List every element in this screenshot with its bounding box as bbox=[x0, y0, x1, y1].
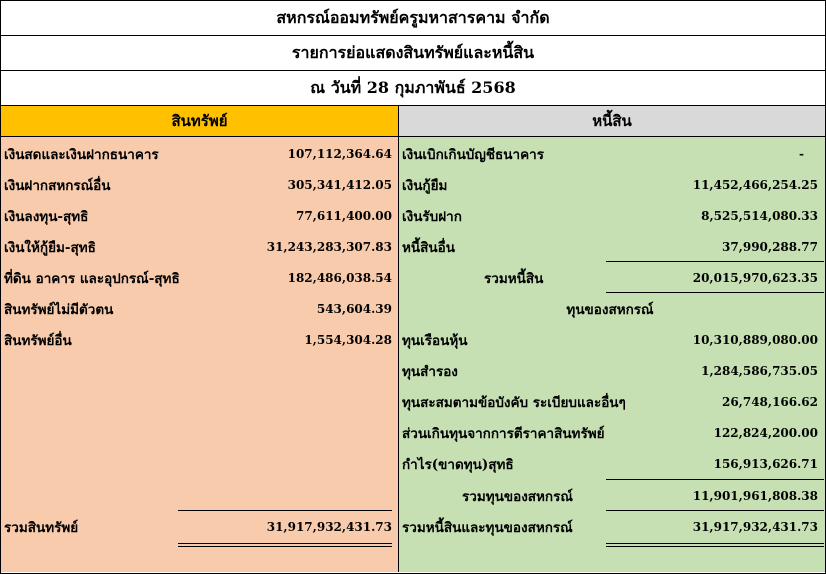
equity-total-value: 11,901,961,808.38 bbox=[692, 488, 818, 503]
equity-row bbox=[402, 448, 818, 479]
grand-total-value: 31,917,932,431.73 bbox=[692, 519, 818, 534]
liability-label: เงินเบิกเกินบัญชีธนาคาร bbox=[402, 146, 544, 163]
grand-total-label: รวมหนี้สินและทุนของสหกรณ์ bbox=[402, 519, 573, 536]
equity-label: ทุนสำรอง bbox=[402, 363, 458, 380]
asset-label: เงินให้กู้ยืม-สุทธิ bbox=[4, 239, 96, 256]
liability-label: หนี้สินอื่น bbox=[402, 239, 455, 256]
equity-value: 156,913,626.71 bbox=[713, 456, 818, 471]
liability-row bbox=[402, 169, 818, 200]
liability-value: 37,990,288.77 bbox=[721, 239, 818, 254]
liability-value: 11,452,466,254.25 bbox=[692, 177, 818, 192]
asset-label: เงินลงทุน-สุทธิ bbox=[4, 208, 89, 225]
column-divider bbox=[398, 106, 399, 572]
asset-row bbox=[4, 293, 392, 324]
asset-value: 31,243,283,307.83 bbox=[266, 239, 392, 254]
grand-total-double-rule bbox=[606, 546, 824, 547]
liabilities-header: หนี้สิน bbox=[399, 106, 825, 137]
equity-total-label: รวมทุนของสหกรณ์ bbox=[462, 488, 573, 505]
asset-label: สินทรัพย์อื่น bbox=[4, 332, 72, 349]
liability-value: 8,525,514,080.33 bbox=[701, 208, 818, 223]
liability-row bbox=[402, 200, 818, 231]
asset-value: 543,604.39 bbox=[316, 301, 392, 316]
equity-header-label: ทุนของสหกรณ์ bbox=[566, 301, 654, 318]
assets-header: สินทรัพย์ bbox=[1, 106, 398, 137]
equity-value: 122,824,200.00 bbox=[713, 425, 818, 440]
asset-row bbox=[4, 324, 392, 355]
equity-label: ทุนเรือนหุ้น bbox=[402, 332, 468, 349]
equity-header bbox=[402, 293, 818, 324]
asset-label: ที่ดิน อาคาร และอุปกรณ์-สุทธิ bbox=[4, 270, 180, 287]
grand-total-double-rule bbox=[606, 543, 824, 544]
liabilities-total-row bbox=[402, 262, 818, 293]
equity-value: 1,284,586,735.05 bbox=[701, 363, 818, 378]
asset-total-double-rule bbox=[178, 546, 392, 547]
grand-total-row bbox=[402, 511, 818, 542]
liability-row bbox=[402, 231, 818, 262]
equity-value: 10,310,889,080.00 bbox=[692, 332, 818, 347]
asset-total-double-rule bbox=[178, 543, 392, 544]
asset-value: 182,486,038.54 bbox=[287, 270, 392, 285]
liability-label: เงินกู้ยืม bbox=[402, 177, 448, 194]
asset-row bbox=[4, 169, 392, 200]
asset-label: เงินสดและเงินฝากธนาคาร bbox=[4, 146, 159, 163]
equity-label: ส่วนเกินทุนจากการตีราคาสินทรัพย์ bbox=[402, 425, 605, 442]
equity-total-row bbox=[402, 480, 818, 511]
equity-row bbox=[402, 324, 818, 355]
asset-value: 305,341,412.05 bbox=[287, 177, 392, 192]
statement-title: รายการย่อแสดงสินทรัพย์และหนี้สิน bbox=[1, 36, 825, 71]
asset-row bbox=[4, 138, 392, 169]
liabilities-total-value: 20,015,970,623.35 bbox=[692, 270, 818, 285]
equity-row bbox=[402, 355, 818, 386]
asset-label: สินทรัพย์ไม่มีตัวตน bbox=[4, 301, 114, 318]
assets-total-label: รวมสินทรัพย์ bbox=[4, 519, 79, 536]
asset-value: 1,554,304.28 bbox=[304, 332, 392, 347]
asset-label: เงินฝากสหกรณ์อื่น bbox=[4, 177, 111, 194]
assets-total-value: 31,917,932,431.73 bbox=[266, 519, 392, 534]
equity-row bbox=[402, 386, 818, 417]
liability-value: - bbox=[799, 146, 804, 161]
assets-total-row bbox=[4, 511, 392, 542]
asset-value: 77,611,400.00 bbox=[295, 208, 392, 223]
liabilities-total-label: รวมหนี้สิน bbox=[484, 270, 544, 287]
liability-label: เงินรับฝาก bbox=[402, 208, 462, 225]
cooperative-name: สหกรณ์ออมทรัพย์ครูมหาสารคาม จำกัด bbox=[1, 1, 825, 36]
asset-value: 107,112,364.64 bbox=[287, 146, 392, 161]
liability-row bbox=[402, 138, 818, 169]
equity-label: ทุนสะสมตามข้อบังคับ ระเบียบและอื่นๆ bbox=[402, 394, 626, 411]
equity-value: 26,748,166.62 bbox=[721, 394, 818, 409]
asset-row bbox=[4, 200, 392, 231]
asset-row bbox=[4, 231, 392, 262]
asset-row bbox=[4, 262, 392, 293]
equity-row bbox=[402, 417, 818, 448]
equity-label: กำไร(ขาดทุน)สุทธิ bbox=[402, 456, 514, 473]
statement-date: ณ วันที่ 28 กุมภาพันธ์ 2568 bbox=[1, 71, 825, 106]
